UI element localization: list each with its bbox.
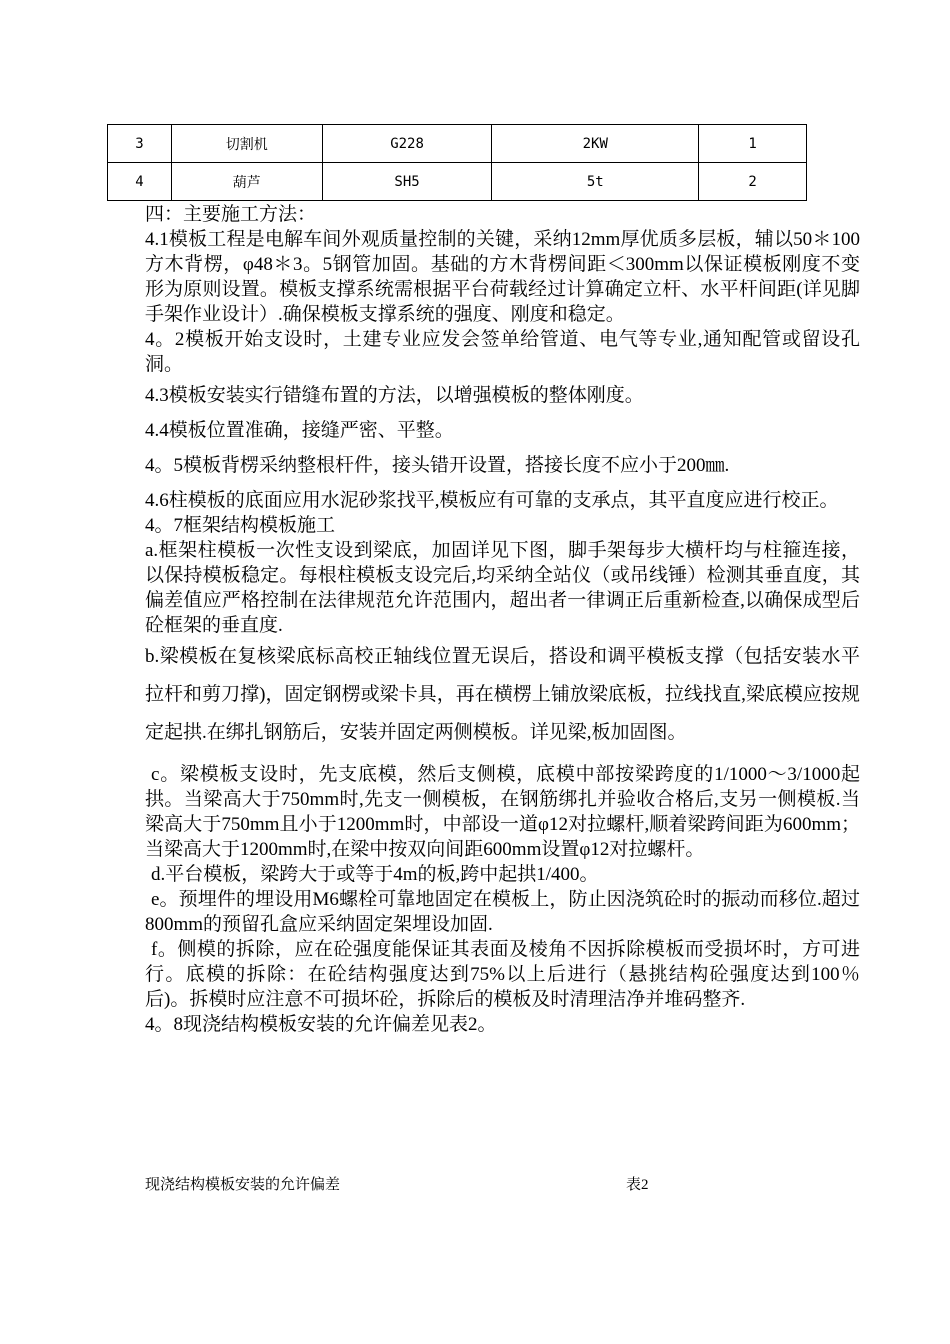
table-cell: 3 — [108, 125, 172, 163]
paragraph-d: d.平台模板，梁跨大于或等于4m的板,跨中起拱1/400。 — [151, 864, 599, 885]
table-number: 表2 — [626, 1177, 649, 1193]
paragraph-4-4: 4.4模板位置准确，接缝严密、平整。 — [145, 420, 454, 441]
paragraph-4-2: 4。2模板开始支设时，土建专业应发会签单给管道、电气等专业,通知配管或留设孔洞。 — [145, 329, 860, 375]
table-cell: 2 — [699, 163, 807, 201]
table-cell: 5t — [492, 163, 699, 201]
table-cell: 4 — [108, 163, 172, 201]
table-cell: G228 — [322, 125, 492, 163]
table-cell: 葫芦 — [171, 163, 322, 201]
paragraph-4-6: 4.6柱模板的底面应用水泥砂浆找平,模板应有可靠的支承点，其平直度应进行校正。 — [145, 490, 839, 511]
paragraph-4-3: 4.3模板安装实行错缝布置的方法，以增强模板的整体刚度。 — [145, 385, 644, 406]
paragraph-4-8: 4。8现浇结构模板安装的允许偏差见表2。 — [145, 1014, 497, 1035]
table-cell: 2KW — [492, 125, 699, 163]
section-heading: 四：主要施工方法： — [145, 204, 317, 225]
paragraph-4-5: 4。5模板背楞采纳整根杆件，接头错开设置，搭接长度不应小于200㎜. — [145, 455, 730, 476]
table-caption: 现浇结构模板安装的允许偏差 — [145, 1177, 341, 1193]
paragraph-b: b.梁模板在复核梁底标高校正轴线位置无误后，搭设和调平模板支撑（包括安装水平拉杆和剪刀撑)，固定钢楞或梁卡具，再在横楞上铺放梁底板，拉线找直,梁底模应按规定起拱.在绑扎钢筋后，安装并固定两侧模板。详见梁,板加固图。 — [145, 646, 860, 743]
paragraph-f: f。侧模的拆除，应在砼强度能保证其表面及棱角不因拆除模板而受损坏时，方可进行。底模的拆除：在砼结构强度达到75%以上后进行（悬挑结构砼强度达到100％后)。拆模时应注意不可损坏砼，拆除后的模板及时清理洁净并堆码整齐. — [145, 939, 860, 1010]
table-cell: 切割机 — [171, 125, 322, 163]
paragraph-4-1: 4.1模板工程是电解车间外观质量控制的关键，采纳12mm厚优质多层板，辅以50＊100方木背楞，φ48＊3。5钢管加固。基础的方木背楞间距＜300mm以保证模板刚度不变形为原则设置。模板支撑系统需根据平台荷载经过计算确定立杆、水平杆间距(详见脚手架作业设计）.确保模板支撑系统的强度、刚度和稳定。 — [145, 229, 860, 325]
paragraph-4-7: 4。7框架结构模板施工 — [145, 515, 336, 536]
table-row — [108, 163, 807, 201]
table-cell: SH5 — [322, 163, 492, 201]
paragraph-e: e。预埋件的埋设用M6螺栓可靠地固定在模板上，防止因浇筑砼时的振动而移位.超过800mm的预留孔盒应采纳固定架埋设加固. — [145, 889, 860, 935]
paragraph-a: a.框架柱模板一次性支设到梁底，加固详见下图，脚手架每步大横杆均与柱箍连接，以保持模板稳定。每根柱模板支设完后,均采纳全站仪（或吊线锤）检测其垂直度，其偏差值应严格控制在法律规范允许范围内，超出者一律调正后重新检查,以确保成型后砼框架的垂直度. — [145, 540, 860, 636]
paragraph-c: c。梁模板支设时，先支底模，然后支侧模，底模中部按梁跨度的1/1000～3/1000起拱。当梁高大于750mm时,先支一侧模板，在钢筋绑扎并验收合格后,支另一侧模板.当梁高大于750mm且小于1200mm时，中部设一道φ12对拉螺杆,顺着梁跨间距为600mm；当梁高大于1200mm时,在梁中按双向间距600mm设置φ12对拉螺杆。 — [145, 764, 860, 860]
table-row — [108, 125, 807, 163]
document-body — [145, 202, 860, 1037]
equipment-table — [107, 124, 807, 201]
table-cell: 1 — [699, 125, 807, 163]
